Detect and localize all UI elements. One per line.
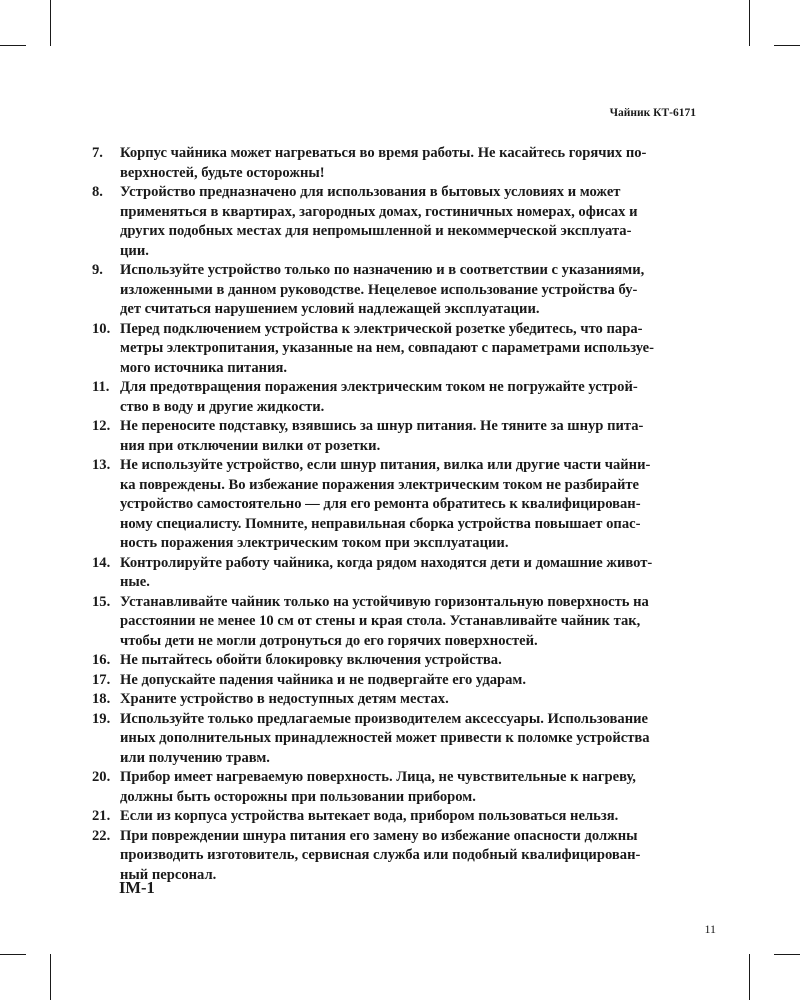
list-item — [92, 183, 698, 261]
item-text: Храните устройство в недоступных детям местах. — [120, 691, 449, 707]
item-number: 12. — [92, 418, 111, 434]
item-number: 21. — [92, 808, 111, 824]
item-number: 17. — [92, 671, 111, 688]
list-item — [92, 261, 698, 320]
item-text: Устанавливайте чайник только на устойчивую горизонтальную поверхность на расстоянии не менее 10 см от стены и края стола. Устанавливайте чайник так, чтобы дети не могли дотронуться до его горячих поверхностей. — [120, 593, 649, 649]
item-number: 18. — [92, 691, 111, 707]
item-text: Не допускайте падения чайника и не подвергайте его ударам. — [120, 671, 526, 688]
item-text: Используйте только предлагаемые производителем аксессуары. Использование иных дополнительных принадлежностей может привести к поломке устройства или получению травм. — [120, 710, 650, 766]
item-text: Корпус чайника может нагреваться во время работы. Не касайтесь горячих по- верхностей, будьте осторожны! — [120, 145, 647, 181]
page-number: 11 — [704, 922, 716, 936]
item-text: Перед подключением устройства к электрической розетке убедитесь, что пара- метры электропитания, указанные на нем, совпадают с параметрами используе- мого источника питания. — [120, 320, 654, 376]
item-text: Контролируйте работу чайника, когда рядом находятся дети и домашние живот- ные. — [120, 554, 653, 590]
list-item — [92, 768, 698, 807]
list-item — [92, 690, 698, 710]
item-number: 20. — [92, 769, 111, 785]
list-item — [92, 417, 698, 456]
crop-mark-bottom-right — [749, 954, 750, 1000]
list-item — [92, 554, 698, 593]
item-number: 11. — [92, 379, 110, 395]
list-item — [92, 807, 698, 827]
list-item — [92, 320, 698, 379]
safety-instructions-list — [92, 144, 698, 885]
crop-mark-bottom-left-horizontal — [0, 954, 26, 955]
crop-mark-top-right-horizontal — [774, 45, 800, 46]
model-code: IM-1 — [119, 878, 155, 897]
item-text: Если из корпуса устройства вытекает вода, прибором пользоваться нельзя. — [120, 808, 619, 824]
crop-mark-top-right — [749, 0, 750, 46]
item-number: 22. — [92, 827, 111, 844]
list-item — [92, 456, 698, 554]
list-item — [92, 144, 698, 183]
list-item — [92, 710, 698, 769]
item-text: Прибор имеет нагреваемую поверхность. Лица, не чувствительные к нагреву, должны быть осторожны при пользовании прибором. — [120, 769, 636, 805]
crop-mark-bottom-left — [50, 954, 51, 1000]
item-text: Используйте устройство только по назначению и в соответствии с указаниями, изложенными в данном руководстве. Нецелевое использование устройства бу- дет считаться нарушением условий надлежащей эксплуатации. — [120, 262, 645, 317]
item-number: 10. — [92, 320, 111, 337]
list-item — [92, 651, 698, 671]
item-number: 15. — [92, 593, 111, 610]
item-number: 14. — [92, 554, 111, 571]
list-item — [92, 593, 698, 652]
item-number: 7. — [92, 145, 103, 161]
item-text: Не переносите подставку, взявшись за шнур питания. Не тяните за шнур пита- ния при отключении вилки от розетки. — [120, 418, 644, 454]
crop-mark-top-left-horizontal — [0, 45, 26, 46]
list-item — [92, 378, 698, 417]
crop-mark-bottom-right-horizontal — [774, 954, 800, 955]
item-text: Устройство предназначено для использования в бытовых условиях и может применяться в квартирах, загородных домах, гостиничных номерах, офисах и других подобных местах для непромышленной и некоммерческой эксплуата- ции. — [120, 184, 638, 259]
item-text: При повреждении шнура питания его замену во избежание опасности должны производить изготовитель, сервисная служба или подобный квалифицирован- ный персонал. — [120, 827, 641, 883]
item-text: Для предотвращения поражения электрическим током не погружайте устрой- ство в воду и другие жидкости. — [120, 379, 638, 415]
crop-mark-top-left — [50, 0, 51, 46]
item-number: 9. — [92, 262, 103, 278]
item-number: 19. — [92, 710, 111, 727]
running-header-title: Чайник КТ-6171 — [609, 107, 696, 119]
item-text: Не используйте устройство, если шнур питания, вилка или другие части чайни- ка повреждены. Во избежание поражения электрическим током не разбирайте устройство самостоятельно — для его ремонта обратитесь к квалифицирован- ному специалисту. Помните, неправильная сборка устройства повышает опас- ность поражения электрическим током при эксплуатации. — [120, 457, 651, 551]
item-text: Не пытайтесь обойти блокировку включения устройства. — [120, 652, 502, 668]
list-item — [92, 671, 698, 691]
item-number: 16. — [92, 652, 111, 668]
list-item — [92, 827, 698, 886]
item-number: 13. — [92, 457, 111, 473]
item-number: 8. — [92, 184, 103, 200]
